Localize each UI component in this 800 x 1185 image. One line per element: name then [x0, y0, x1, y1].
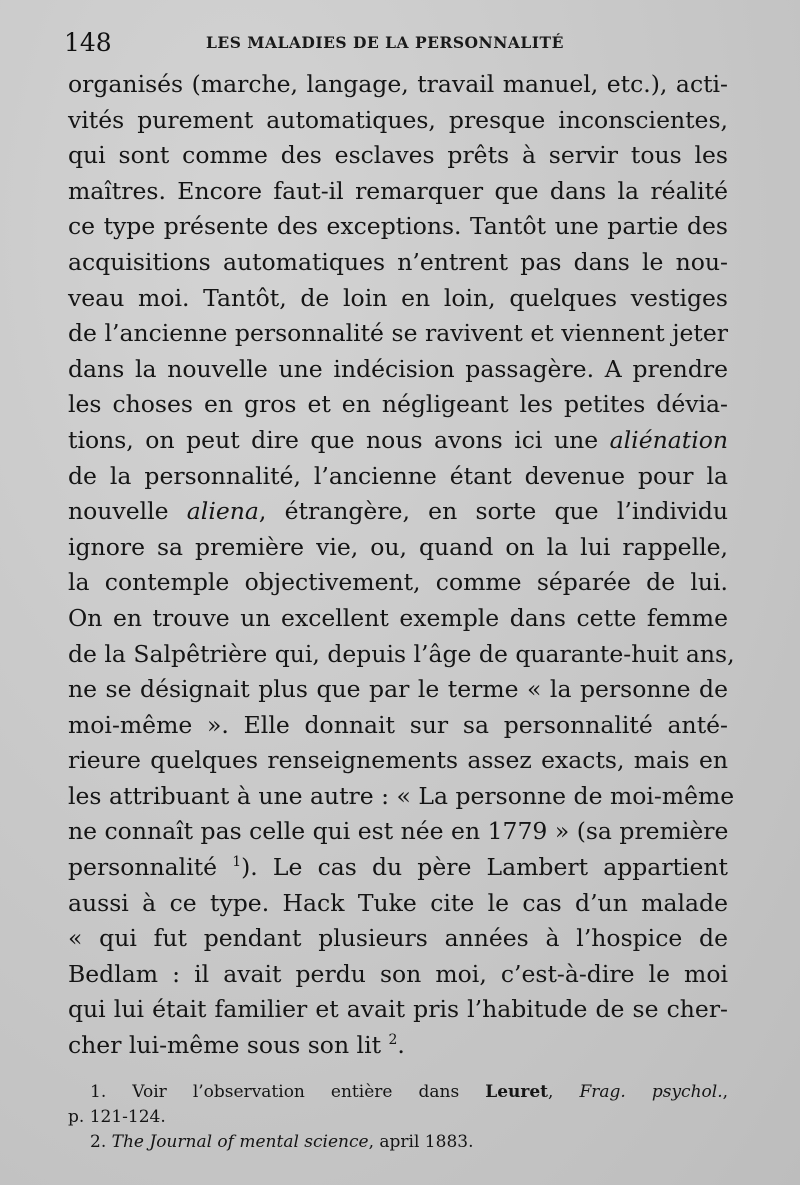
text-line: organisés (marche, langage, travail manuel, etc.), acti-	[68, 70, 728, 98]
footnote-2: 2. The Journal of mental science, april 1883.	[90, 1132, 474, 1152]
footnotes	[68, 1080, 728, 1155]
text-line: « qui fut pendant plusieurs années à l’hospice de	[68, 924, 728, 953]
text-line: ignore sa première vie, ou, quand on la lui rappelle,	[68, 532, 728, 561]
footnote-ref-2: 2	[388, 1032, 398, 1049]
text-line: On en trouve un excellent exemple dans cette femme	[68, 603, 728, 632]
text-line: nouvelle aliena, étrangère, en sorte que l’individu	[68, 497, 728, 526]
text-line: de la Salpêtrière qui, depuis l’âge de quarante-huit ans,	[68, 639, 735, 668]
text-line: cher lui-même sous son lit $^2$.	[68, 1031, 405, 1060]
text-line: aussi à ce type. Hack Tuke cite le cas d’un malade	[68, 888, 728, 917]
text-line: Bedlam : il avait perdu son moi, c’est-à-dire le moi	[68, 959, 728, 988]
author-name: Leuret	[485, 1082, 548, 1102]
text-line: ne connaît pas celle qui est née en 1779 » (sa première	[68, 817, 729, 846]
text-line: moi-même ». Elle donnait sur sa personnalité anté-	[68, 710, 728, 739]
text-line: ce type présente des exceptions. Tantôt une partie des	[68, 212, 728, 241]
text-line: tions, on peut dire que nous avons ici une aliénation	[68, 425, 728, 454]
text-line: rieure quelques renseignements assez exacts, mais en	[68, 746, 728, 775]
text-line: acquisitions automatiques n’entrent pas dans le nou-	[68, 247, 728, 276]
footnote-1: 1. Voir l’observation entière dans Leuret, Frag. psychol.,	[90, 1082, 729, 1102]
text-line: la contemple objectivement, comme séparée de lui.	[68, 568, 728, 597]
text-line: de l’ancienne personnalité se ravivent et viennent jeter	[68, 319, 728, 348]
text-line: personnalité $^1$). Le cas du père Lambert appartient	[68, 853, 728, 882]
text-line: les attribuant à une autre : « La personne de moi-même	[68, 781, 735, 810]
text-line: dans la nouvelle une indécision passagère. A prendre	[68, 354, 728, 383]
running-title: LES MALADIES DE LA PERSONNALITÉ	[206, 33, 564, 52]
footnote-ref-1: 1	[232, 854, 242, 871]
italic-term: aliena	[186, 497, 259, 526]
running-head	[64, 28, 724, 58]
text-line: qui lui était familier et avait pris l’habitude de se cher-	[68, 995, 728, 1024]
text-line: veau moi. Tantôt, de loin en loin, quelques vestiges	[68, 283, 728, 312]
text-line: les choses en gros et en négligeant les petites dévia-	[68, 390, 728, 419]
journal-title: The Journal of mental science	[111, 1132, 369, 1152]
footnote-1-continued: p. 121-124.	[68, 1107, 166, 1127]
text-line: ne se désignait plus que par le terme « la personne de	[68, 675, 728, 704]
text-line: vités purement automatiques, presque inconscientes,	[68, 105, 728, 134]
text-line: maîtres. Encore faut-il remarquer que dans la réalité	[68, 176, 728, 205]
text-line: de la personnalité, l’ancienne étant devenue pour la	[68, 461, 728, 490]
body-text	[68, 67, 735, 1064]
page-number: 148	[64, 28, 112, 57]
italic-term: aliénation	[609, 425, 728, 454]
text-line: qui sont comme des esclaves prêts à servir tous les	[68, 141, 728, 170]
work-title: Frag. psychol.	[579, 1082, 723, 1102]
